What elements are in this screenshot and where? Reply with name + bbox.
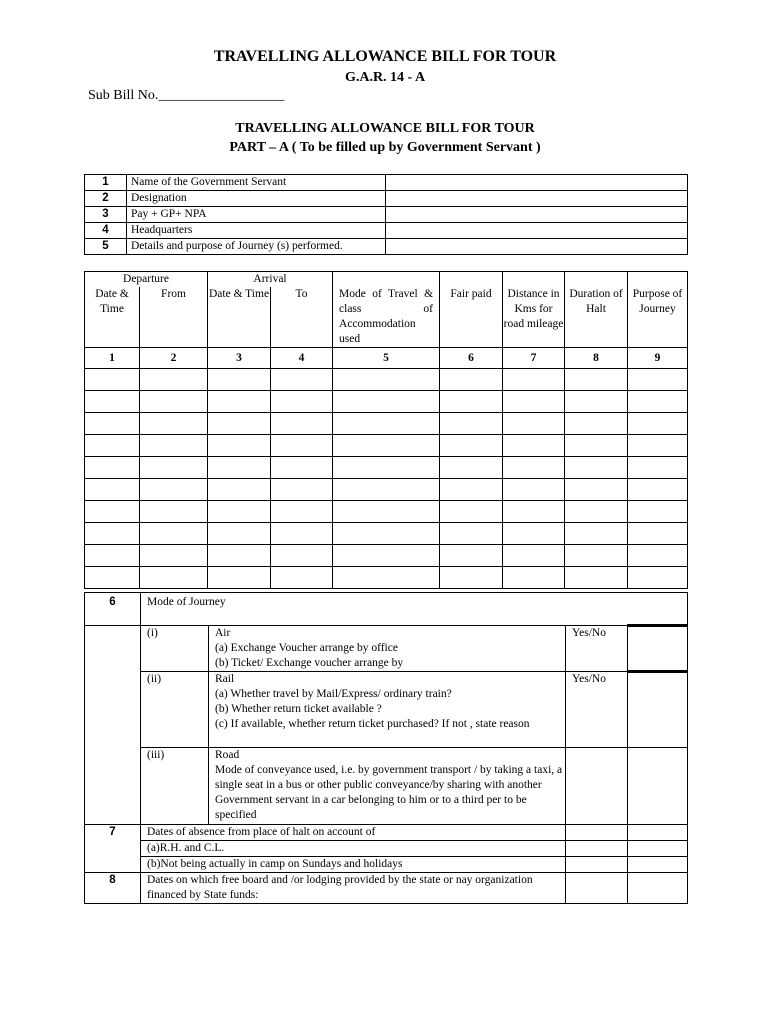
sub-bill-field[interactable]: Sub Bill No.__________________ <box>88 88 285 103</box>
table-row <box>85 191 688 207</box>
journey-entry-cell[interactable] <box>271 545 333 567</box>
table-row <box>85 567 688 589</box>
journey-entry-cell[interactable] <box>271 435 333 457</box>
journey-entry-cell[interactable] <box>503 457 565 479</box>
journey-entry-cell[interactable] <box>333 567 440 589</box>
table-row <box>85 239 688 255</box>
field-label: Designation <box>127 191 386 207</box>
journey-entry-cell[interactable] <box>333 435 440 457</box>
journey-entry-cell[interactable] <box>208 479 271 501</box>
journey-entry-cell[interactable] <box>271 369 333 391</box>
journey-entry-cell[interactable] <box>333 369 440 391</box>
journey-entry-cell[interactable] <box>503 435 565 457</box>
section-8-row <box>85 873 688 904</box>
journey-entry-cell[interactable] <box>565 369 628 391</box>
journey-entry-cell[interactable] <box>208 413 271 435</box>
section-7a-row <box>85 841 688 857</box>
name-input-cell[interactable] <box>386 175 688 191</box>
journey-entry-cell[interactable] <box>628 479 688 501</box>
journey-entry-cell[interactable] <box>140 479 208 501</box>
field-label: Name of the Government Servant <box>127 175 386 191</box>
journey-entry-cell[interactable] <box>440 413 503 435</box>
road-answer-cell[interactable] <box>628 748 688 825</box>
column-header-to: To <box>271 287 333 348</box>
journey-entry-cell[interactable] <box>271 501 333 523</box>
journey-entry-cell[interactable] <box>503 523 565 545</box>
section-6-header-row <box>85 593 688 626</box>
field-label: Headquarters <box>127 223 386 239</box>
journey-entry-cell[interactable] <box>565 391 628 413</box>
section-7-title: Dates of absence from place of halt on account of <box>141 825 566 841</box>
journey-entry-cell[interactable] <box>565 413 628 435</box>
journey-entry-cell[interactable] <box>271 479 333 501</box>
journey-entry-cell[interactable] <box>503 567 565 589</box>
departure-group-header: Departure <box>85 272 208 288</box>
journey-entry-cell[interactable] <box>271 391 333 413</box>
column-number: 1 <box>85 348 140 369</box>
table-row <box>85 523 688 545</box>
table-row <box>85 223 688 239</box>
journey-entry-cell[interactable] <box>565 457 628 479</box>
section-7b-row <box>85 857 688 873</box>
air-yes-no: Yes/No <box>566 626 628 672</box>
table-row <box>85 457 688 479</box>
section-7b-cell[interactable] <box>628 857 688 873</box>
air-answer-cell[interactable] <box>628 626 688 672</box>
journey-entry-cell[interactable] <box>140 435 208 457</box>
journey-entry-cell[interactable] <box>628 435 688 457</box>
header-cell <box>503 272 565 288</box>
air-details <box>209 626 566 672</box>
air-option-a: (a) Exchange Voucher arrange by office <box>215 642 398 654</box>
rail-label: (ii) <box>141 672 209 748</box>
journey-entry-cell[interactable] <box>628 545 688 567</box>
journey-entry-cell[interactable] <box>85 369 140 391</box>
journey-entry-cell[interactable] <box>140 567 208 589</box>
journey-entry-cell[interactable] <box>208 501 271 523</box>
journey-entry-cell[interactable] <box>440 545 503 567</box>
section-7-row <box>85 825 688 841</box>
rail-option-b: (b) Whether return ticket available ? <box>215 703 382 715</box>
journey-entry-cell[interactable] <box>271 413 333 435</box>
column-header-fair-paid: Fair paid <box>440 287 503 348</box>
column-header-departure-date: Date & Time <box>85 287 140 348</box>
journey-mode-table <box>84 592 688 904</box>
journey-details-table <box>84 271 688 589</box>
journey-entry-cell[interactable] <box>440 567 503 589</box>
journey-entry-cell[interactable] <box>271 567 333 589</box>
journey-entry-cell[interactable] <box>271 523 333 545</box>
air-heading: Air <box>215 627 231 639</box>
section-number: 7 <box>85 825 141 873</box>
part-a-details-table <box>84 174 688 255</box>
designation-input-cell[interactable] <box>386 191 688 207</box>
table-row <box>85 175 688 191</box>
journey-entry-cell[interactable] <box>333 501 440 523</box>
journey-entry-cell[interactable] <box>565 435 628 457</box>
journey-entry-cell[interactable] <box>85 567 140 589</box>
group-header-row <box>85 272 688 288</box>
table-row <box>85 479 688 501</box>
table-row <box>85 413 688 435</box>
journey-entry-cell[interactable] <box>440 369 503 391</box>
section-7b-cell[interactable] <box>566 857 628 873</box>
table-row <box>85 545 688 567</box>
journey-entry-cell[interactable] <box>85 523 140 545</box>
journey-entry-cell[interactable] <box>440 391 503 413</box>
rail-option-c: (c) If available, whether return ticket purchased? If not , state reason <box>215 718 530 730</box>
field-label: Pay + GP+ NPA <box>127 207 386 223</box>
journey-entry-cell[interactable] <box>85 479 140 501</box>
column-number: 9 <box>628 348 688 369</box>
field-label: Details and purpose of Journey (s) performed. <box>127 239 386 255</box>
rail-option-a: (a) Whether travel by Mail/Express/ ordinary train? <box>215 688 452 700</box>
section-6-spacer <box>85 626 141 825</box>
journey-entry-cell[interactable] <box>440 435 503 457</box>
journey-entry-cell[interactable] <box>208 457 271 479</box>
journey-entry-cell[interactable] <box>503 545 565 567</box>
header-cell <box>440 272 503 288</box>
journey-entry-cell[interactable] <box>440 523 503 545</box>
rail-details <box>209 672 566 748</box>
column-number: 6 <box>440 348 503 369</box>
journey-entry-cell[interactable] <box>271 457 333 479</box>
table-row <box>85 369 688 391</box>
section-8-title: Dates on which free board and /or lodging provided by the state or nay organization financed by State funds: <box>141 873 566 904</box>
road-description: Mode of conveyance used, i.e. by government transport / by taking a taxi, a single seat in a bus or other public conveyance/by sharing with another Government servant in a car belonging to him or to a third per to be specified <box>215 764 563 821</box>
journey-entry-cell[interactable] <box>503 391 565 413</box>
journey-entry-cell[interactable] <box>85 413 140 435</box>
road-label: (iii) <box>141 748 209 825</box>
air-label: (i) <box>141 626 209 672</box>
form-code: G.A.R. 14 - A <box>344 70 426 85</box>
section-number: 8 <box>85 873 141 904</box>
journey-entry-cell[interactable] <box>208 435 271 457</box>
journey-entry-cell[interactable] <box>140 391 208 413</box>
section-7a-cell[interactable] <box>628 841 688 857</box>
section-6-title: Mode of Journey <box>141 593 688 626</box>
road-details <box>209 748 566 825</box>
journey-entry-cell[interactable] <box>565 479 628 501</box>
journey-entry-cell[interactable] <box>503 479 565 501</box>
section-7a-label: (a)R.H. and C.L. <box>141 841 566 857</box>
column-header-duration: Duration of Halt <box>565 287 628 348</box>
row-number: 1 <box>85 175 127 191</box>
journey-entry-cell[interactable] <box>440 479 503 501</box>
section-7-cell[interactable] <box>566 825 628 841</box>
journey-entry-cell[interactable] <box>628 413 688 435</box>
journey-entry-cell[interactable] <box>140 501 208 523</box>
table-row <box>85 435 688 457</box>
column-header-arrival-date: Date & Time <box>208 287 271 348</box>
rail-heading: Rail <box>215 673 235 685</box>
journey-entry-cell[interactable] <box>333 391 440 413</box>
header-cell <box>565 272 628 288</box>
journey-entry-cell[interactable] <box>628 391 688 413</box>
journey-entry-cell[interactable] <box>628 567 688 589</box>
journey-entry-cell[interactable] <box>85 501 140 523</box>
journey-entry-cell[interactable] <box>333 457 440 479</box>
rail-yes-no: Yes/No <box>566 672 628 748</box>
row-number: 5 <box>85 239 127 255</box>
road-yes-no-cell[interactable] <box>566 748 628 825</box>
journey-entry-cell[interactable] <box>565 567 628 589</box>
journey-entry-cell[interactable] <box>208 545 271 567</box>
journey-entry-cell[interactable] <box>208 567 271 589</box>
journey-details-input-cell[interactable] <box>386 239 688 255</box>
section-7a-cell[interactable] <box>566 841 628 857</box>
section-8-cell[interactable] <box>566 873 628 904</box>
journey-entry-cell[interactable] <box>628 457 688 479</box>
section-8-cell[interactable] <box>628 873 688 904</box>
journey-entry-cell[interactable] <box>628 369 688 391</box>
row-number: 3 <box>85 207 127 223</box>
journey-entry-cell[interactable] <box>628 501 688 523</box>
row-number: 4 <box>85 223 127 239</box>
headquarters-input-cell[interactable] <box>386 223 688 239</box>
road-heading: Road <box>215 749 240 761</box>
journey-entry-cell[interactable] <box>208 523 271 545</box>
journey-entry-cell[interactable] <box>503 501 565 523</box>
column-number: 3 <box>208 348 271 369</box>
air-row <box>85 626 688 672</box>
form-title: TRAVELLING ALLOWANCE BILL FOR TOUR <box>213 48 557 65</box>
table-row <box>85 501 688 523</box>
journey-entry-cell[interactable] <box>333 545 440 567</box>
header-cell <box>333 272 440 288</box>
table-row <box>85 207 688 223</box>
arrival-group-header: Arrival <box>208 272 333 288</box>
journey-entry-cell[interactable] <box>208 369 271 391</box>
section-7-cell[interactable] <box>628 825 688 841</box>
column-number: 5 <box>333 348 440 369</box>
journey-entry-cell[interactable] <box>140 457 208 479</box>
journey-entry-cell[interactable] <box>208 391 271 413</box>
column-number: 2 <box>140 348 208 369</box>
column-header-mode: Mode of Travel & class of Accommodation used <box>333 287 440 348</box>
column-number-row <box>85 348 688 369</box>
journey-entry-cell[interactable] <box>85 457 140 479</box>
journey-entry-cell[interactable] <box>565 523 628 545</box>
part-title: PART – A ( To be filled up by Government Servant ) <box>229 140 541 155</box>
journey-entry-cell[interactable] <box>503 369 565 391</box>
row-number: 2 <box>85 191 127 207</box>
journey-entry-cell[interactable] <box>565 545 628 567</box>
air-option-b: (b) Ticket/ Exchange voucher arrange by <box>215 657 404 669</box>
journey-entry-cell[interactable] <box>333 413 440 435</box>
road-row <box>85 748 688 825</box>
journey-entry-cell[interactable] <box>503 413 565 435</box>
journey-entry-cell[interactable] <box>140 523 208 545</box>
journey-entry-cell[interactable] <box>628 523 688 545</box>
journey-entry-cell[interactable] <box>333 479 440 501</box>
table-row <box>85 391 688 413</box>
column-header-row <box>85 287 688 348</box>
header-cell <box>628 272 688 288</box>
journey-entry-cell[interactable] <box>333 523 440 545</box>
column-number: 4 <box>271 348 333 369</box>
journey-entry-cell[interactable] <box>140 545 208 567</box>
journey-entry-cell[interactable] <box>140 413 208 435</box>
journey-entry-cell[interactable] <box>565 501 628 523</box>
section-number: 6 <box>85 593 141 626</box>
journey-entry-cell[interactable] <box>440 457 503 479</box>
journey-entry-cell[interactable] <box>85 391 140 413</box>
pay-input-cell[interactable] <box>386 207 688 223</box>
column-header-distance: Distance in Kms for road mileage <box>503 287 565 348</box>
section-7b-label: (b)Not being actually in camp on Sundays and holidays <box>141 857 566 873</box>
column-header-purpose: Purpose of Journey <box>628 287 688 348</box>
journey-entry-cell[interactable] <box>140 369 208 391</box>
rail-answer-cell[interactable] <box>628 672 688 748</box>
journey-entry-cell[interactable] <box>85 435 140 457</box>
journey-entry-cell[interactable] <box>85 545 140 567</box>
column-number: 8 <box>565 348 628 369</box>
journey-entry-cell[interactable] <box>440 501 503 523</box>
column-header-from: From <box>140 287 208 348</box>
rail-row <box>85 672 688 748</box>
section-title: TRAVELLING ALLOWANCE BILL FOR TOUR <box>235 121 535 136</box>
column-number: 7 <box>503 348 565 369</box>
journey-entry-rows <box>85 369 688 589</box>
